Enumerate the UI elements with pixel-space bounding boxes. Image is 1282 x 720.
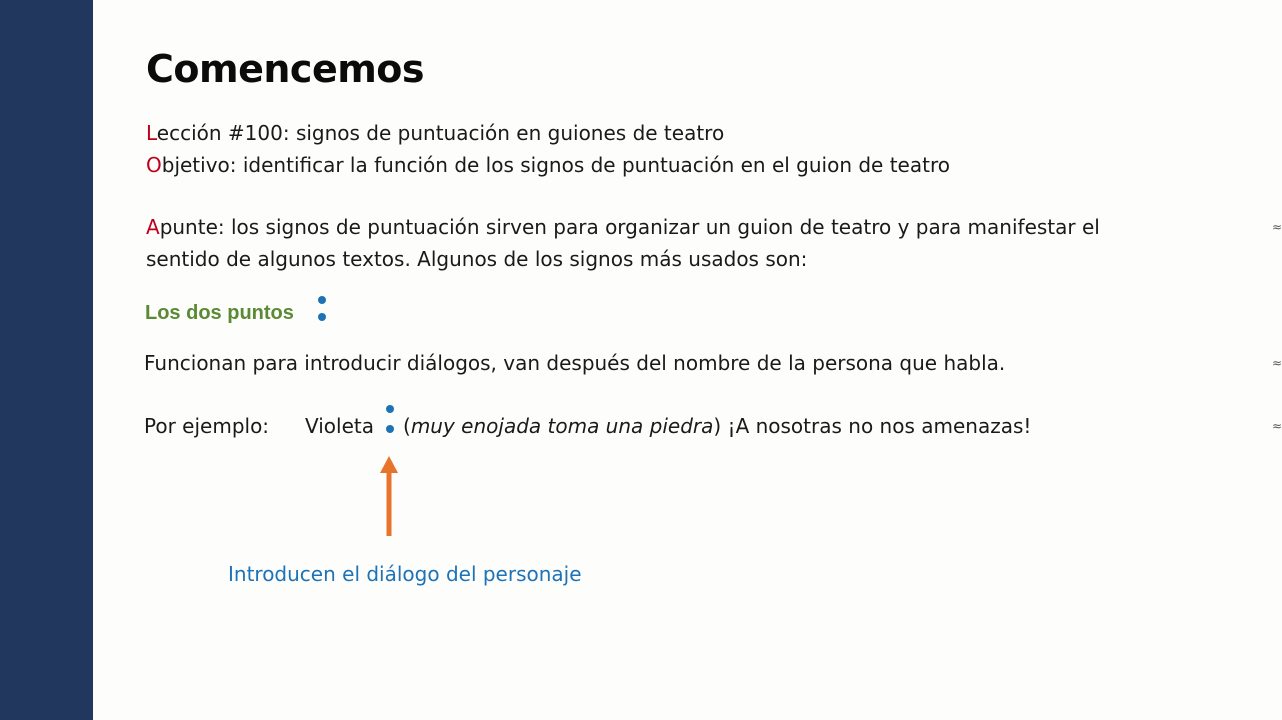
note-text-1: punte: los signos de puntuación sirven para organizar un guion de teatro y para manifestar el [159,215,1100,239]
colon-symbol-icon [318,296,326,322]
paren-open: ( [403,414,411,438]
edge-glyph-icon: ≈ [1272,419,1282,433]
note-line-2: sentido de algunos textos. Algunos de los signos más usados son: [146,247,808,271]
edge-glyph-icon: ≈ [1272,220,1282,234]
objective-text: bjetivo: identificar la función de los signos de puntuación en el guion de teatro [161,153,950,177]
colon-dot-bottom [318,313,326,321]
slide-title: Comencemos [146,47,425,91]
note-line-1 [146,211,1100,243]
objective-line [146,149,950,181]
lesson-initial: L [146,121,157,145]
section-heading: Los dos puntos [145,302,294,324]
colon-dot-bottom [386,425,394,433]
dialogue-text: ¡A nosotras no nos amenazas! [721,414,1032,438]
objective-initial: O [146,153,162,177]
colon-dot-top [386,405,394,413]
paren-close: ) [713,414,722,438]
edge-glyph-icon: ≈ [1272,356,1282,370]
lesson-line [146,117,724,149]
stage-direction: muy enojada toma una piedra [410,414,714,438]
example-dialogue [403,410,1031,442]
note-initial: A [146,215,160,239]
example-character: Violeta [305,414,374,438]
arrow-caption: Introducen el diálogo del personaje [228,562,582,586]
example-colon-icon [386,405,394,433]
function-description: Funcionan para introducir diálogos, van después del nombre de la persona que habla. [144,351,1006,375]
colon-dot-top [318,296,326,304]
lesson-text: ección #100: signos de puntuación en guiones de teatro [156,121,725,145]
up-arrow-icon [378,456,400,538]
example-label: Por ejemplo: [144,414,270,438]
sidebar-band [0,0,93,720]
